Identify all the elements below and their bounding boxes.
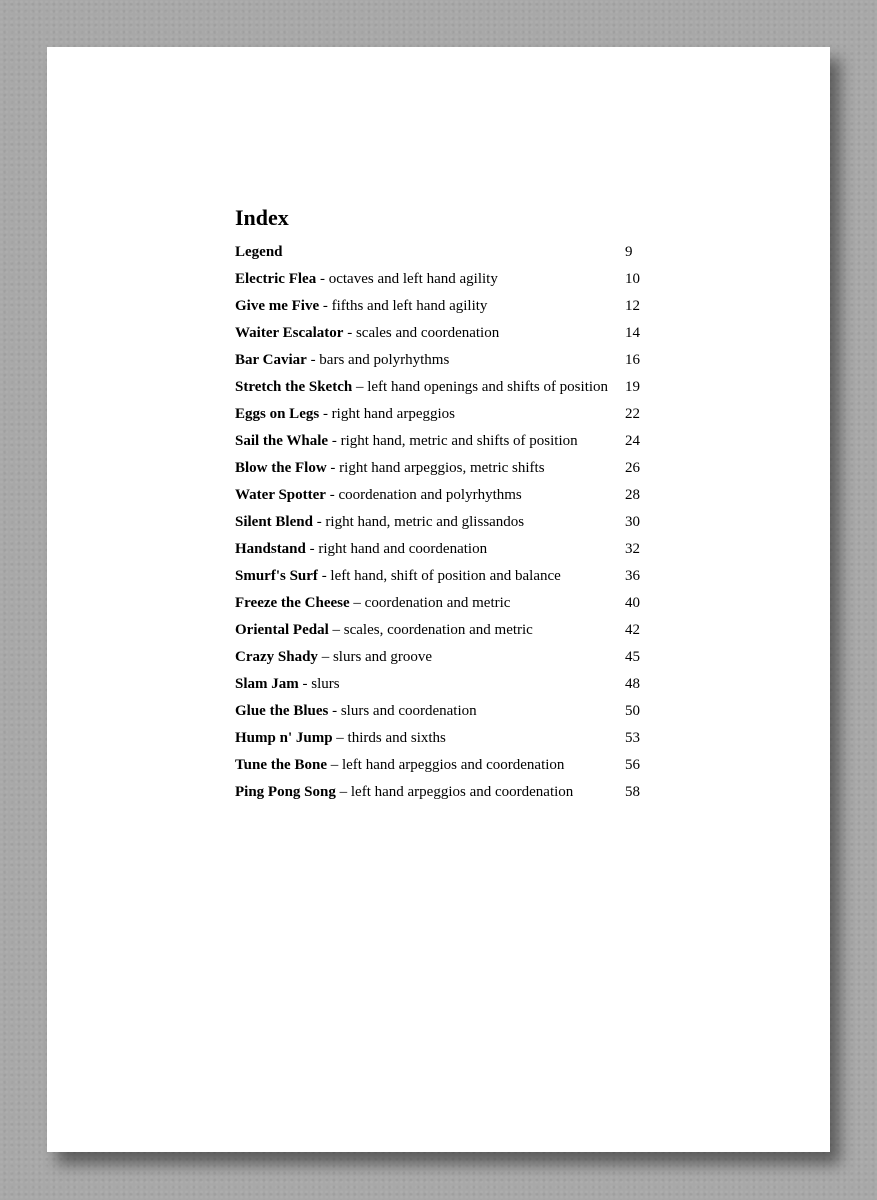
entry-text <box>235 401 625 428</box>
entry-title: Sail the Whale <box>235 433 329 449</box>
entry-text <box>235 698 625 725</box>
entry-title: Stretch the Sketch <box>235 379 353 395</box>
entry-page-number: 58 <box>625 784 640 800</box>
entry-text <box>235 455 625 482</box>
entry-page-number: 36 <box>625 568 640 584</box>
entry-text <box>235 374 625 401</box>
entry-page-number: 14 <box>625 325 640 341</box>
entry-title: Handstand <box>235 541 306 557</box>
entry-page-number: 22 <box>625 406 640 422</box>
entry-page-number: 32 <box>625 541 640 557</box>
entry-title: Crazy Shady <box>235 649 318 665</box>
index-entry <box>235 428 655 455</box>
entry-text <box>235 617 625 644</box>
entry-text <box>235 671 625 698</box>
index-entry <box>235 347 655 374</box>
entry-text <box>235 509 625 536</box>
index-entry <box>235 239 655 266</box>
entry-text <box>235 347 625 374</box>
entry-text <box>235 536 625 563</box>
entry-description: – slurs and groove <box>317 649 433 665</box>
entry-description: - slurs <box>298 676 340 692</box>
entry-description: – coordenation and metric <box>349 595 511 611</box>
entry-text <box>235 563 625 590</box>
index-entry <box>235 401 655 428</box>
entry-title: Oriental Pedal <box>235 622 329 638</box>
entry-title: Smurf's Surf <box>235 568 318 584</box>
entry-title: Hump n' Jump <box>235 730 333 746</box>
entry-page-number: 45 <box>625 649 640 665</box>
entry-description: - right hand, metric and shifts of position <box>328 433 578 449</box>
index-entry <box>235 752 655 779</box>
entry-description: – left hand openings and shifts of position <box>352 379 609 395</box>
index-entry <box>235 698 655 725</box>
entry-page-number: 56 <box>625 757 640 773</box>
entry-description: – thirds and sixths <box>332 730 446 746</box>
entry-page-number: 24 <box>625 433 640 449</box>
document-page <box>47 47 830 1152</box>
entry-description: - right hand arpeggios, metric shifts <box>326 460 545 476</box>
entry-page-number: 28 <box>625 487 640 503</box>
entry-description: - left hand, shift of position and balance <box>317 568 561 584</box>
entry-page-number: 42 <box>625 622 640 638</box>
entry-text <box>235 428 625 455</box>
entry-page-number: 12 <box>625 298 640 314</box>
entry-page-number: 53 <box>625 730 640 746</box>
entry-description: - fifths and left hand agility <box>319 298 488 314</box>
index-entry <box>235 779 655 806</box>
index-entry <box>235 320 655 347</box>
index-entry <box>235 644 655 671</box>
index-entry <box>235 455 655 482</box>
index-entry <box>235 725 655 752</box>
entry-text <box>235 239 625 266</box>
entry-page-number: 48 <box>625 676 640 692</box>
entry-description: – left hand arpeggios and coordenation <box>326 757 565 773</box>
entry-text <box>235 779 625 806</box>
index-entry <box>235 509 655 536</box>
index-entry <box>235 590 655 617</box>
index-entry <box>235 617 655 644</box>
entry-page-number: 50 <box>625 703 640 719</box>
entry-page-number: 19 <box>625 379 640 395</box>
index-entry <box>235 374 655 401</box>
entry-text <box>235 725 625 752</box>
entry-description: - octaves and left hand agility <box>316 271 498 287</box>
entry-text <box>235 644 625 671</box>
entry-title: Water Spotter <box>235 487 326 503</box>
index-title: Index <box>235 205 289 230</box>
entry-description: - slurs and coordenation <box>328 703 477 719</box>
entry-description: – scales, coordenation and metric <box>328 622 533 638</box>
index-section <box>235 205 655 806</box>
entry-title: Slam Jam <box>235 676 299 692</box>
entry-description: - bars and polyrhythms <box>306 352 450 368</box>
entry-description: - right hand arpeggios <box>319 406 455 422</box>
entry-description: – left hand arpeggios and coordenation <box>335 784 574 800</box>
entry-title: Give me Five <box>235 298 320 314</box>
entry-text <box>235 590 625 617</box>
entry-page-number: 10 <box>625 271 640 287</box>
entry-text <box>235 482 625 509</box>
index-entry <box>235 563 655 590</box>
entry-page-number: 9 <box>625 244 633 260</box>
entry-title: Eggs on Legs <box>235 406 320 422</box>
entry-title: Bar Caviar <box>235 352 307 368</box>
index-entry <box>235 266 655 293</box>
entry-title: Glue the Blues <box>235 703 329 719</box>
entry-text <box>235 266 625 293</box>
entry-title: Ping Pong Song <box>235 784 336 800</box>
entry-description: - right hand, metric and glissandos <box>312 514 525 530</box>
entry-title: Legend <box>235 244 283 260</box>
entry-page-number: 30 <box>625 514 640 530</box>
entry-text <box>235 293 625 320</box>
entry-description: - coordenation and polyrhythms <box>325 487 522 503</box>
entry-page-number: 40 <box>625 595 640 611</box>
index-entry <box>235 671 655 698</box>
entry-title: Blow the Flow <box>235 460 327 476</box>
entry-title: Freeze the Cheese <box>235 595 350 611</box>
entry-description: - scales and coordenation <box>343 325 500 341</box>
entry-page-number: 26 <box>625 460 640 476</box>
index-entry <box>235 536 655 563</box>
entry-description: - right hand and coordenation <box>305 541 488 557</box>
index-entry <box>235 293 655 320</box>
entry-page-number: 16 <box>625 352 640 368</box>
entry-text <box>235 320 625 347</box>
index-list <box>235 239 655 806</box>
entry-title: Electric Flea <box>235 271 317 287</box>
entry-title: Waiter Escalator <box>235 325 344 341</box>
entry-title: Tune the Bone <box>235 757 327 773</box>
index-entry <box>235 482 655 509</box>
entry-title: Silent Blend <box>235 514 313 530</box>
entry-text <box>235 752 625 779</box>
